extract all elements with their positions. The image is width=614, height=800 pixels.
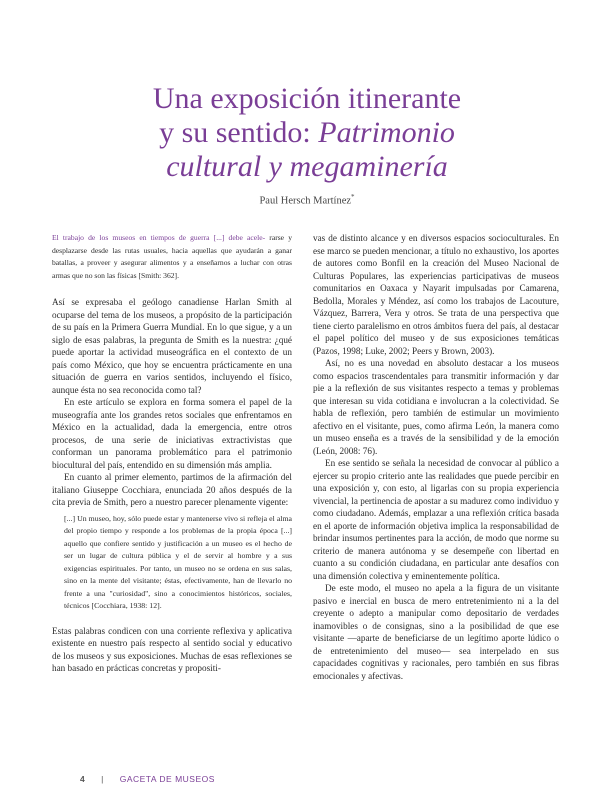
- epigraph-rest: rarse y desplazarse desde las rutas usuales, hacia aquellas que ayudarán a ganar batallas, a proveer y asegurar alimentos y a enseñarnos a luchar con otras armas que no son las físicas [Smith: 362].: [52, 233, 292, 280]
- title-line-2: [0, 116, 614, 150]
- page-footer: [80, 774, 215, 784]
- footer-separator: |: [101, 774, 104, 784]
- author-name: Paul Hersch Martínez: [259, 195, 352, 207]
- author-footnote-mark: *: [351, 193, 355, 201]
- title-line-2-italic: Patrimonio: [318, 116, 455, 150]
- title-line-1: Una exposición itinerante: [152, 82, 462, 116]
- left-paragraph-2: En este artículo se explora en forma somera el papel de la museografía ante los grandes retos sociales que enfrentamos en México en la actualidad, dada la emergencia, entre otros procesos, de una serie de iniciativas extractivistas que conforman un panorama problemático para el patrimonio biocultural del país, entendido en su dimensión más amplia.: [52, 397, 292, 470]
- article-title: [0, 82, 614, 184]
- block-quote: [...] Un museo, hoy, sólo puede estar y mantenerse vivo si refleja el alma del propio tiempo y responde a los problemas de la propia época [...] aquello que confiere sentido y justificación a un museo es el hecho de ser un lugar de cultura pública y el de servir al hombre y a sus exigencias espirituales. Por tanto, un museo no se ordena en sus salas, sino en la mente del visitante; éstas, efectivamente, han de llevarlo no frente a una "curiosidad", sino a conocimientos históricos, sociales, técnicos [Cocchiara, 1938: 12].: [64, 513, 292, 610]
- epigraph-lead: El trabajo de los museos en tiempos de guerra [...] debe acele-: [52, 233, 266, 242]
- right-paragraph-3: En ese sentido se señala la necesidad de convocar al público a ejercer su propio criterio ante las realidades que puede percibir en una exposición y, con esto, al ligarlas con su propia experiencia vivencial, la pertinencia de apostar a su madurez como individuo y como ciudadano. Además, emplazar a una reflexión crítica basada en el aporte de información objetiva implica la responsabilidad de brindar insumos pertinentes para la acción, de modo que norme su criterio de manera autónoma y se desempeñe con libertad en cuanto a su condición ciudadana, en particular ante desafíos con una dimensión colectiva y eminentemente política.: [313, 458, 559, 581]
- left-paragraph-1: Así se expresaba el geólogo canadiense Harlan Smith al ocuparse del tema de los museos, a propósito de la participación de su país en la Primera Guerra Mundial. En lo que sigue, y a un siglo de esas palabras, la pregunta de Smith es la nuestra: ¿qué puede aportar la actividad museográfica en el contexto de un país como México, que hoy se encuentra prácticamente en una situación de guerra en varios sentidos, incluyendo el físico, aunque ésta no sea reconocida como tal?: [52, 297, 292, 395]
- left-paragraph-3: En cuanto al primer elemento, partimos de la afirmación del italiano Giuseppe Cocchiara, enunciada 20 años después de la cita previa de Smith, pero a nuestro parecer plenamente vigente:: [52, 472, 292, 507]
- left-paragraph-4: Estas palabras condicen con una corriente reflexiva y aplicativa existente en nuestro país respecto al sentido social y educativo de los museos y sus exposiciones. Muchas de esas reflexiones se han basado en prácticas concretas y propositi-: [52, 625, 292, 673]
- right-paragraph-2: Así, no es una novedad en absoluto destacar a los museos como espacios trascendentales para transmitir información y dar pie a la reflexión de sus visitantes respecto a temas y problemas que interesan su vida cotidiana e involucran a la colectividad. Se habla de reflexión, pero también de estimular un movimiento afectivo en el visitante, pues, como afirma León, la manera como un museo enseña es a través de la sensibilidad y de la emoción (León, 2008: 76).: [313, 358, 559, 456]
- title-line-3: cultural y megaminería: [166, 150, 448, 184]
- journal-name: GACETA DE MUSEOS: [119, 774, 215, 784]
- right-paragraph-1: vas de distinto alcance y en diversos espacios socioculturales. En ese marco se pueden mencionar, a título no exhaustivo, los aportes de autores como Bonfil en la creación del Museo Nacional de Culturas Populares, las experiencias participativas de museos comunitarios en Oaxaca y Nayarit impulsadas por Camarena, Bedolla, Morales y Méndez, así como los trabajos de Lacouture, Vázquez, Barrera, Vera y otros. Se trata de una perspectiva que tiene cierto paralelismo en otros ámbitos fuera del país, al destacar el papel político del museo y de sus exposiciones temáticas (Pazos, 1998; Luke, 2002; Peers y Brown, 2003).: [313, 233, 559, 356]
- author-line: [0, 193, 614, 207]
- right-paragraph-4: De este modo, el museo no apela a la figura de un visitante pasivo e inercial en busca de mero entretenimiento ni a la del creyente o adepto a manipular como depositario de verdades inamovibles o de consignas, sino a la posibilidad de que ese visitante —aparte de beneficiarse de un legítimo aporte lúdico o de entretenimiento del museo— sea interpelado en sus capacidades cognitivas y racionales, pero también en sus fibras emocionales y afectivas.: [313, 583, 559, 681]
- right-column: [313, 232, 559, 682]
- epigraph: [52, 232, 292, 282]
- left-column: [52, 232, 292, 675]
- page-number: 4: [80, 774, 85, 784]
- title-line-2-plain: y su sentido:: [159, 116, 319, 150]
